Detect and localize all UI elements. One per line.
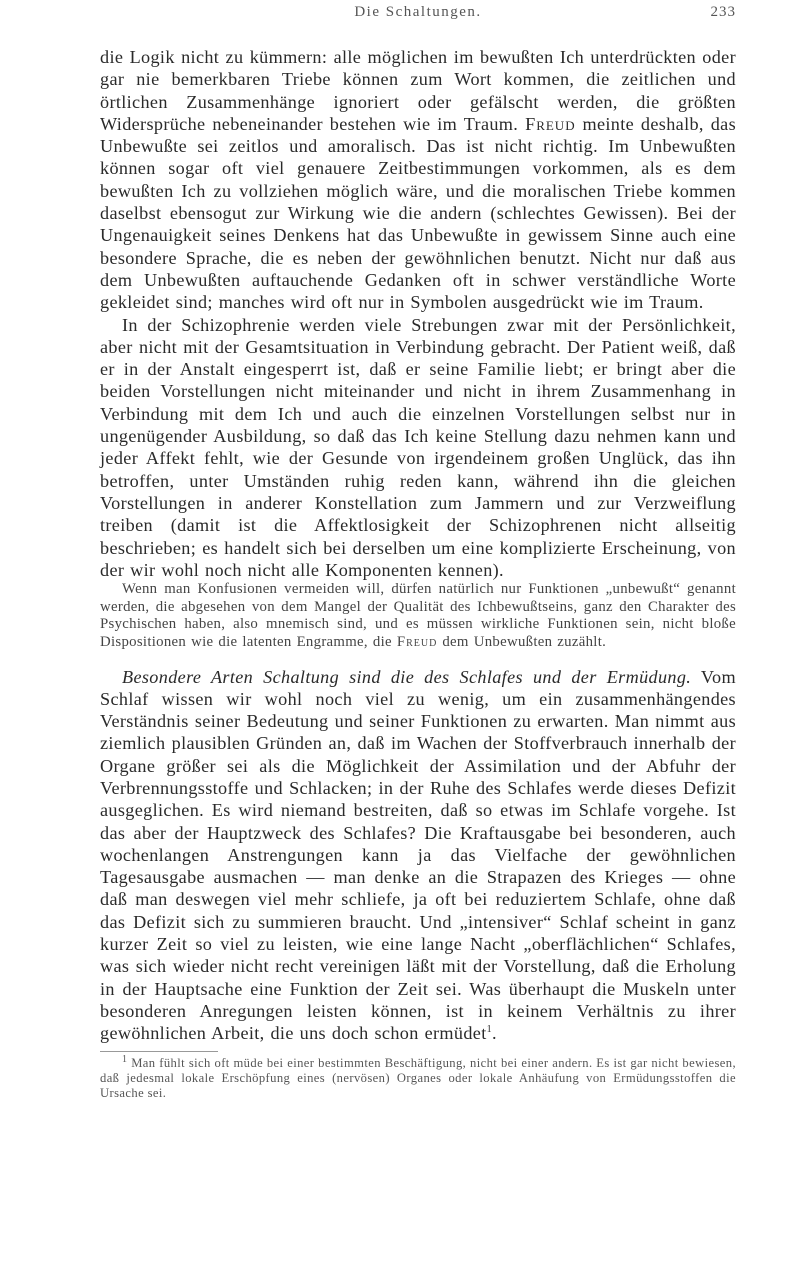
footnote [100, 1053, 736, 1101]
author-name: Freud [396, 633, 438, 650]
text-segment: In der Schizophrenie werden viele Strebungen zwar mit der Persönlichkeit, aber nicht mit der Gesamtsituation in Verbindung gebracht. Der Patient weiß, daß er in der Anstalt eingesperrt ist, daß er seine Familie liebt; er bringt aber die beiden Vorstellungen nicht miteinander und nicht in ihrem Zusammenhang in Verbindung mit dem Ich und auch die einzelnen Vorstellungen selbst nur in ungenügender Ausbildung, so daß das Ich keine Stellung dazu nehmen kann und jeder Affekt fehlt, wie der Gesunde von irgendeinem großen Unglück, das ihn betroffen, unter Umständen ruhig reden kann, während ihn die gleichen Vorstellungen in anderer Konstellation zum Jammern und zur Verzweiflung treiben (damit ist die Affektlosigkeit der Schizophrenen nicht allseitig beschrieben; es handelt sich bei derselben um eine komplizierte Erscheinung, von der wir wohl noch nicht alle Komponenten kennen). [100, 314, 736, 580]
running-head: Die Schaltungen. [354, 4, 482, 20]
text-segment: dem Unbewußten zuzählt. [437, 633, 607, 650]
footnote-marker: 1 [122, 1053, 128, 1065]
author-name: Freud [525, 113, 576, 134]
body-text [100, 46, 736, 1045]
text-segment: meinte deshalb, das Unbewußte sei zeitlos und amoralisch. Das ist nicht richtig. Im Unbewußten können sogar oft viel genauere Zeitbestimmungen vorkommen, als es dem bewußten Ich zu vollziehen möglich wäre, und die moralischen Triebe kommen daselbst ebensogut zur Wirkung wie die andern (schlechtes Gewissen). Bei der Ungenauigkeit seines Denkens hat das Unbewußte in gewissem Sinne auch eine besondere Sprache, die es neben der gewöhnlichen benutzt. Nicht nur daß aus dem Unbewußten auftauchende Gedanken oft in schwer verständliche Worte gekleidet sind; manches wird oft nur in Symbolen ausgedrückt wie im Traum. [100, 113, 736, 313]
text-segment: . [491, 1023, 497, 1044]
footnote-reference: 1 [486, 1024, 492, 1036]
body-paragraph [100, 46, 736, 314]
page-number: 233 [710, 4, 736, 20]
small-print-paragraph [100, 581, 736, 651]
paragraph-spacer [100, 652, 736, 666]
text-segment: die Logik nicht zu kümmern: alle möglichen im bewußten Ich unterdrückten oder gar nie bemerkbaren Triebe können zum Wort kommen, die zeitlichen und örtlichen Zusammenhänge ignoriert oder gefälscht werden, die größten Widersprüche nebeneinander bestehen wie im Traum. [100, 47, 736, 134]
page-header [100, 0, 736, 46]
footnote-text: Man fühlt sich oft müde bei einer bestimmten Beschäftigung, nicht bei einer andern. Es ist gar nicht bewiesen, daß jedesmal lokale Erschöpfung eines (nervösen) Organes oder lokale Anhäufung von Ermüdungsstoffen die Ursache sei. [100, 1055, 736, 1100]
footnote-rule [100, 1051, 218, 1052]
text-segment: Vom Schlaf wissen wir wohl noch viel zu wenig, um ein zusammenhängendes Verständnis seiner Bedeutung und seiner Funktionen zu erwarten. Man nimmt aus ziemlich plausiblen Gründen an, daß im Wachen der Stoffverbrauch innerhalb der Organe größer sei als die Möglichkeit der Assimilation und der Abfuhr der Verbrennungsstoffe und Schlacken; in der Ruhe des Schlafes werde dieses Defizit ausgeglichen. Es wird niemand bestreiten, daß so etwas im Schlafe vorgehe. Ist das aber der Hauptzweck des Schlafes? Die Kraftausgabe bei besonderen, auch wochenlangen Anstrengungen kann ja das Vielfache der gewöhnlichen Tagesausgabe ausmachen — man denke an die Strapazen des Krieges — ohne daß man deswegen viel mehr schliefe, ja oft bei reduziertem Schlafe, ohne daß das Defizit sich zu summieren braucht. Und „intensiver“ Schlaf scheint in ganz kurzer Zeit so viel zu leisten, wie eine lange Nacht „oberflächlichen“ Schlafes, was sich wieder nicht recht vereinigen läßt mit der Vorstellung, daß die Erholung in der Hauptsache eine Funktion der Zeit sei. Was überhaupt die Muskeln unter besonderen Anregungen leisten können, ist in keinem Verhältnis zu ihrer gewöhnlichen Arbeit, die uns doch schon ermüdet [100, 666, 736, 1044]
text-segment: Wenn man Konfusionen vermeiden will, dürfen natürlich nur Funktionen „unbewußt“ genannt werden, die abgesehen von dem Mangel der Qualität des Ichbewußtseins, ganz den Charakter des Psychischen haben, also mnemisch sind, und es müssen wirkliche Funktionen sein, nicht bloße Dispositionen wie die latenten Engramme, die [100, 581, 736, 650]
body-paragraph [100, 314, 736, 582]
text-segment: Besondere Arten Schaltung sind die des Schlafes und der Ermüdung. [122, 666, 692, 687]
body-paragraph [100, 666, 736, 1045]
